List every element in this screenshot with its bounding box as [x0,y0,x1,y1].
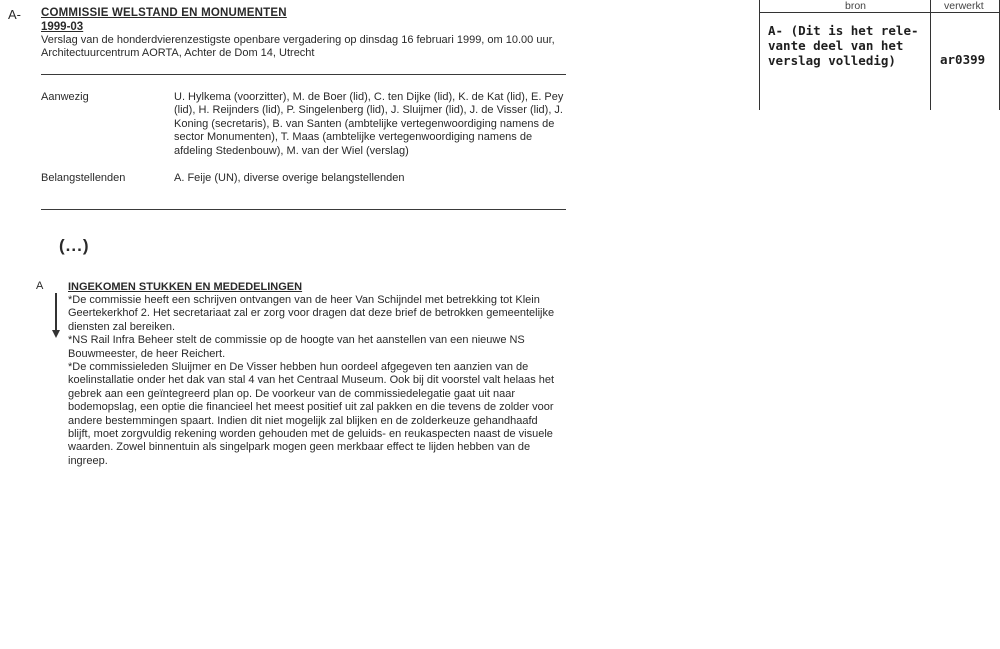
table-border [930,0,931,110]
margin-mark: A- [8,7,21,22]
margin-line [55,293,57,333]
section-title: INGEKOMEN STUKKEN EN MEDEDELINGEN [68,281,303,293]
column-header-verwerkt: verwerkt [944,0,984,12]
column-header-bron: bron [845,0,867,12]
present-label: Aanwezig [41,91,89,103]
section-margin-mark: A [36,280,44,292]
document-reference: 1999-03 [41,21,84,33]
divider [41,74,566,75]
section-body: *De commissie heeft een schrijven ontvangen van de heer Van Schijndel met betrekking tot Klein Geertekerkhof 2. Het secretariaat zal er zorg voor dragen dat deze brief de betrokken gemeentelijke diensten zal bereiken. *NS Rail Infra Beheer stelt de commissie op de hoogte van het aanstellen van een nieuwe NS Bouwmeester, de heer Reichert. *De commissieleden Sluijmer en De Visser hebben hun oordeel afgegeven ten aanzien van de koelinstallatie onder het dak van stal 4 van het Centraal Museum. Ook bij dit voorstel valt helaas het gebrek aan een geïntegreerd plan op. De voorkeur van de commissiedelegatie gaat uit naar bodemopslag, een optie die financieel het meest positief uit zal pakken en die tevens de zolder voor andere bestemmingen spaart. Indien dit niet mogelijk zal blijken en de zolderkeuze gehandhaafd blijft, moet zorgvuldig rekening worden gehouden met de geluids- en reukaspecten naast de visuele waarden. Zowel binnentuin als singelpark mogen geen merkbaar effect te lijden hebben van de ingreep. [68,294,555,467]
margin-arrow-icon [52,330,60,338]
stakeholders-label: Belangstellenden [41,172,126,184]
document-title: COMMISSIE WELSTAND EN MONUMENTEN [41,7,287,19]
table-border [759,0,760,110]
stamp-note: A- (Dit is het rele- vante deel van het verslag volledig) [768,23,919,68]
present-list: U. Hylkema (voorzitter), M. de Boer (lid), C. ten Dijke (lid), K. de Kat (lid), E. Pey (lid), H. Reijnders (lid), P. Singelenberg (lid), J. Sluijmer (lid), J. de Visser (lid), J. Koning (secretaris), B. van Santen (ambtelijke vertegenwoordiging namens de sector Monumenten), T. Maas (ambtelijke vertegenwoordiging namens de afdeling Stedenbouw), M. van der Wiel (verslag) [174,91,564,157]
stakeholders-list: A. Feije (UN), diverse overige belangstellenden [174,172,405,184]
omission-marker: (...) [59,236,90,255]
divider [41,209,566,210]
meeting-description: Verslag van de honderdvierenzestigste openbare vergadering op dinsdag 16 februari 1999, om 10.00 uur, Architectuurcentrum AORTA, Achter de Dom 14, Utrecht [41,34,555,60]
archive-code: ar0399 [940,52,986,67]
